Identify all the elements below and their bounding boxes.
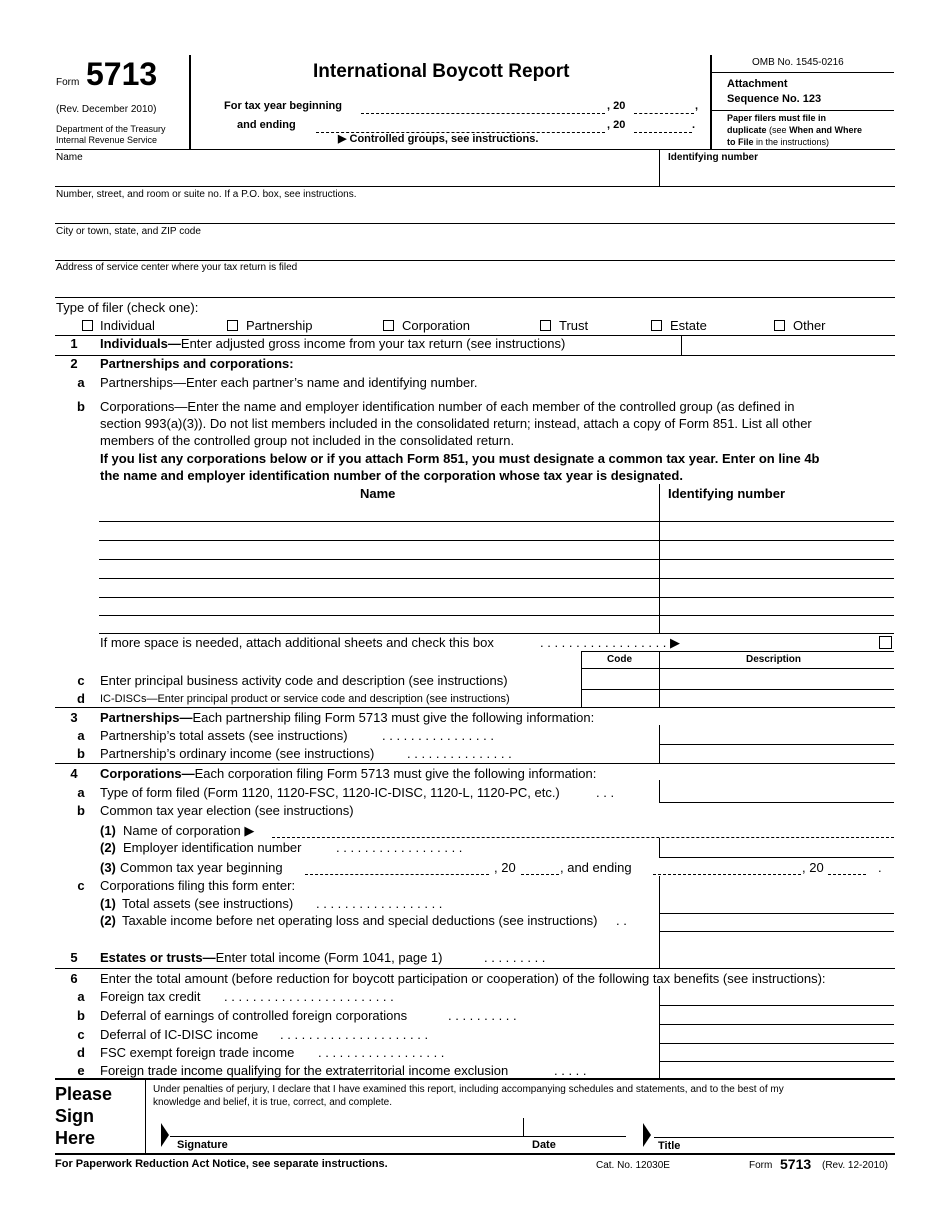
trust-label: Trust — [559, 318, 589, 333]
line-4-label: Corporations—Each corporation filing Form 5713 must give the following information: — [100, 766, 597, 781]
line-2c-label: Enter principal business activity code and description (see instructions) — [100, 673, 508, 688]
common-year-ending-yy-field[interactable] — [828, 874, 866, 875]
please-sign-here-2: Sign — [55, 1106, 94, 1126]
title-arrow-icon — [643, 1123, 651, 1147]
signature-arrow-icon — [161, 1123, 169, 1147]
taxable-income-field[interactable] — [662, 914, 892, 932]
footer-revision: (Rev. 12-2010) — [822, 1160, 888, 1171]
line-2b-text-2: section 993(a)(3)). Do not list members included in the consolidated return; instead, attach a copy of Form 851. List all other — [100, 416, 812, 431]
code-header: Code — [607, 654, 632, 665]
tax-year-beginning-field[interactable] — [361, 113, 605, 114]
date-label: Date — [532, 1139, 556, 1151]
activity-description-field[interactable] — [662, 670, 892, 688]
individual-checkbox[interactable] — [82, 320, 93, 331]
line-4c-label: Corporations filing this form enter: — [100, 878, 296, 893]
other-checkbox[interactable] — [774, 320, 785, 331]
individual-label: Individual — [100, 318, 155, 333]
line-6b-label: Deferral of earnings of controlled foreign corporations — [100, 1008, 408, 1023]
line-6e-label: Foreign trade income qualifying for the extraterritorial income exclusion — [100, 1063, 509, 1078]
line-4c2-label: Taxable income before net operating loss and special deductions (see instructions) — [122, 913, 598, 928]
service-center-field[interactable] — [56, 275, 892, 295]
line-1-label: Individuals—Enter adjusted gross income from your tax return (see instructions) — [100, 336, 566, 351]
sequence-number: Sequence No. 123 — [727, 93, 822, 105]
line-6d-label: FSC exempt foreign trade income — [100, 1045, 295, 1060]
name-label: Name — [56, 152, 83, 163]
form-type-field[interactable] — [662, 782, 892, 800]
partnership-total-assets-field[interactable] — [662, 727, 892, 744]
title-label: Title — [658, 1140, 681, 1152]
signature-label: Signature — [177, 1139, 228, 1151]
line-5-label: Estates or trusts—Enter total income (Form 1041, page 1) — [100, 950, 443, 965]
tax-year-beginning-yy-field[interactable] — [634, 113, 694, 114]
corporation-total-assets-field[interactable] — [662, 894, 892, 912]
member-id-field[interactable] — [662, 504, 892, 520]
city-state-zip-field[interactable] — [56, 239, 892, 259]
estate-checkbox[interactable] — [651, 320, 662, 331]
partnership-label: Partnership — [246, 318, 313, 333]
member-name-field[interactable] — [100, 504, 656, 520]
form-revision: (Rev. December 2010) — [56, 104, 157, 115]
line-4b2-label: Employer identification number — [123, 840, 302, 855]
footer-form-number: 5713 — [780, 1156, 812, 1172]
line-2-title: Partnerships and corporations: — [100, 356, 294, 371]
cfc-deferral-field[interactable] — [662, 1007, 892, 1024]
eti-exclusion-income-field[interactable] — [662, 1062, 892, 1078]
line-2d-label: IC-DISCs—Enter principal product or service code and description (see instructions) — [100, 693, 510, 705]
attachment-label: Attachment — [727, 78, 788, 90]
line-2a-label: Partnerships—Enter each partner’s name and identifying number. — [100, 375, 478, 390]
line-2b-bold-1: If you list any corporations below or if you attach Form 851, you must designate a common tax year. Enter on line 4b — [100, 451, 820, 466]
line-4b-label: Common tax year election (see instructions) — [100, 803, 354, 818]
fsc-exempt-income-field[interactable] — [662, 1044, 892, 1061]
estate-label: Estate — [670, 318, 707, 333]
perjury-statement-2: knowledge and belief, it is true, correct, and complete. — [153, 1097, 393, 1108]
omb-number: OMB No. 1545-0216 — [752, 57, 844, 68]
paperwork-notice: For Paperwork Reduction Act Notice, see separate instructions. — [55, 1158, 388, 1170]
activity-code-field[interactable] — [583, 670, 657, 688]
line-4c1-label: Total assets (see instructions) — [122, 896, 294, 911]
controlled-groups-note: ▶ Controlled groups, see instructions. — [338, 133, 539, 145]
identifying-number-label: Identifying number — [668, 152, 758, 163]
department-name: Department of the Treasury — [56, 124, 166, 134]
line-3-label: Partnerships—Each partnership filing Form 5713 must give the following information: — [100, 710, 595, 725]
line-4a-label: Type of form filed (Form 1120, 1120-FSC, 1120-IC-DISC, 1120-L, 1120-PC, etc.) — [100, 785, 560, 800]
line-6a-label: Foreign tax credit — [100, 989, 201, 1004]
filer-type-label: Type of filer (check one): — [56, 300, 199, 315]
more-space-label: If more space is needed, attach additional sheets and check this box — [100, 635, 494, 650]
date-field[interactable] — [526, 1117, 624, 1135]
line-4b3-label: Common tax year beginning — [120, 860, 283, 875]
address-field[interactable] — [56, 202, 892, 222]
trust-checkbox[interactable] — [540, 320, 551, 331]
title-field[interactable] — [656, 1117, 892, 1135]
service-center-label: Address of service center where your tax return is filed — [56, 262, 298, 273]
line-3b-label: Partnership’s ordinary income (see instructions) — [100, 746, 375, 761]
corporation-label: Corporation — [402, 318, 470, 333]
catalog-number: Cat. No. 12030E — [596, 1160, 670, 1171]
please-sign-here-3: Here — [55, 1128, 96, 1148]
name-column-header: Name — [360, 486, 396, 501]
line-4b1-label: Name of corporation ▶ — [123, 823, 255, 838]
ic-disc-deferral-field[interactable] — [662, 1026, 892, 1043]
corporation-name-field[interactable] — [272, 837, 894, 838]
line-2b-bold-2: the name and employer identification number of the corporation whose tax year is designated. — [100, 468, 683, 483]
paper-filers-note: Paper filers must file in duplicate (see When and Where to File in the instructions) — [727, 113, 863, 147]
common-year-beginning-field[interactable] — [305, 874, 489, 875]
form-number: 5713 — [86, 56, 158, 92]
form-title: International Boycott Report — [313, 61, 570, 82]
form-word: Form — [56, 77, 80, 88]
more-space-leader: . . . . . . . . . . . . . . . . . . ▶ — [540, 635, 681, 650]
signature-field[interactable] — [172, 1117, 522, 1135]
id-column-header: Identifying number — [668, 486, 785, 501]
foreign-tax-credit-field[interactable] — [662, 988, 892, 1005]
line-2b-text-1: Corporations—Enter the name and employer identification number of each member of the controlled group (as defined in — [100, 399, 795, 414]
more-space-checkbox[interactable] — [879, 636, 892, 649]
description-header: Description — [746, 654, 802, 665]
line-6-label: Enter the total amount (before reduction for boycott participation or cooperation) of the following tax benefits (see instructions): — [100, 971, 826, 986]
tax-year-ending-yy-field[interactable] — [634, 132, 692, 133]
common-year-ending-field[interactable] — [653, 874, 801, 875]
and-ending-label: and ending — [237, 119, 296, 131]
common-year-beginning-yy-field[interactable] — [521, 874, 559, 875]
partnership-checkbox[interactable] — [227, 320, 238, 331]
address-label: Number, street, and room or suite no. If a P.O. box, see instructions. — [56, 189, 357, 200]
corporation-checkbox[interactable] — [383, 320, 394, 331]
perjury-statement-1: Under penalties of perjury, I declare that I have examined this report, including accompanying schedules and statements, and to the best of my — [153, 1084, 784, 1095]
product-code-field[interactable] — [583, 690, 657, 706]
product-description-field[interactable] — [662, 690, 892, 706]
partnership-ordinary-income-field[interactable] — [662, 745, 892, 762]
agency-name: Internal Revenue Service — [56, 135, 158, 145]
name-field[interactable] — [56, 165, 656, 185]
employer-id-number-field[interactable] — [662, 839, 892, 856]
line-6c-label: Deferral of IC-DISC income — [100, 1027, 259, 1042]
city-state-zip-label: City or town, state, and ZIP code — [56, 226, 201, 237]
estate-total-income-field[interactable] — [662, 948, 892, 966]
please-sign-here-1: Please — [55, 1084, 113, 1104]
other-label: Other — [793, 318, 826, 333]
identifying-number-field[interactable] — [662, 165, 892, 185]
line-3a-label: Partnership’s total assets (see instructions) — [100, 728, 348, 743]
adjusted-gross-income-field[interactable] — [683, 336, 891, 354]
tax-year-beginning-label: For tax year beginning — [224, 100, 342, 112]
line-2b-text-3: members of the controlled group not included in the consolidated return. — [100, 433, 515, 448]
